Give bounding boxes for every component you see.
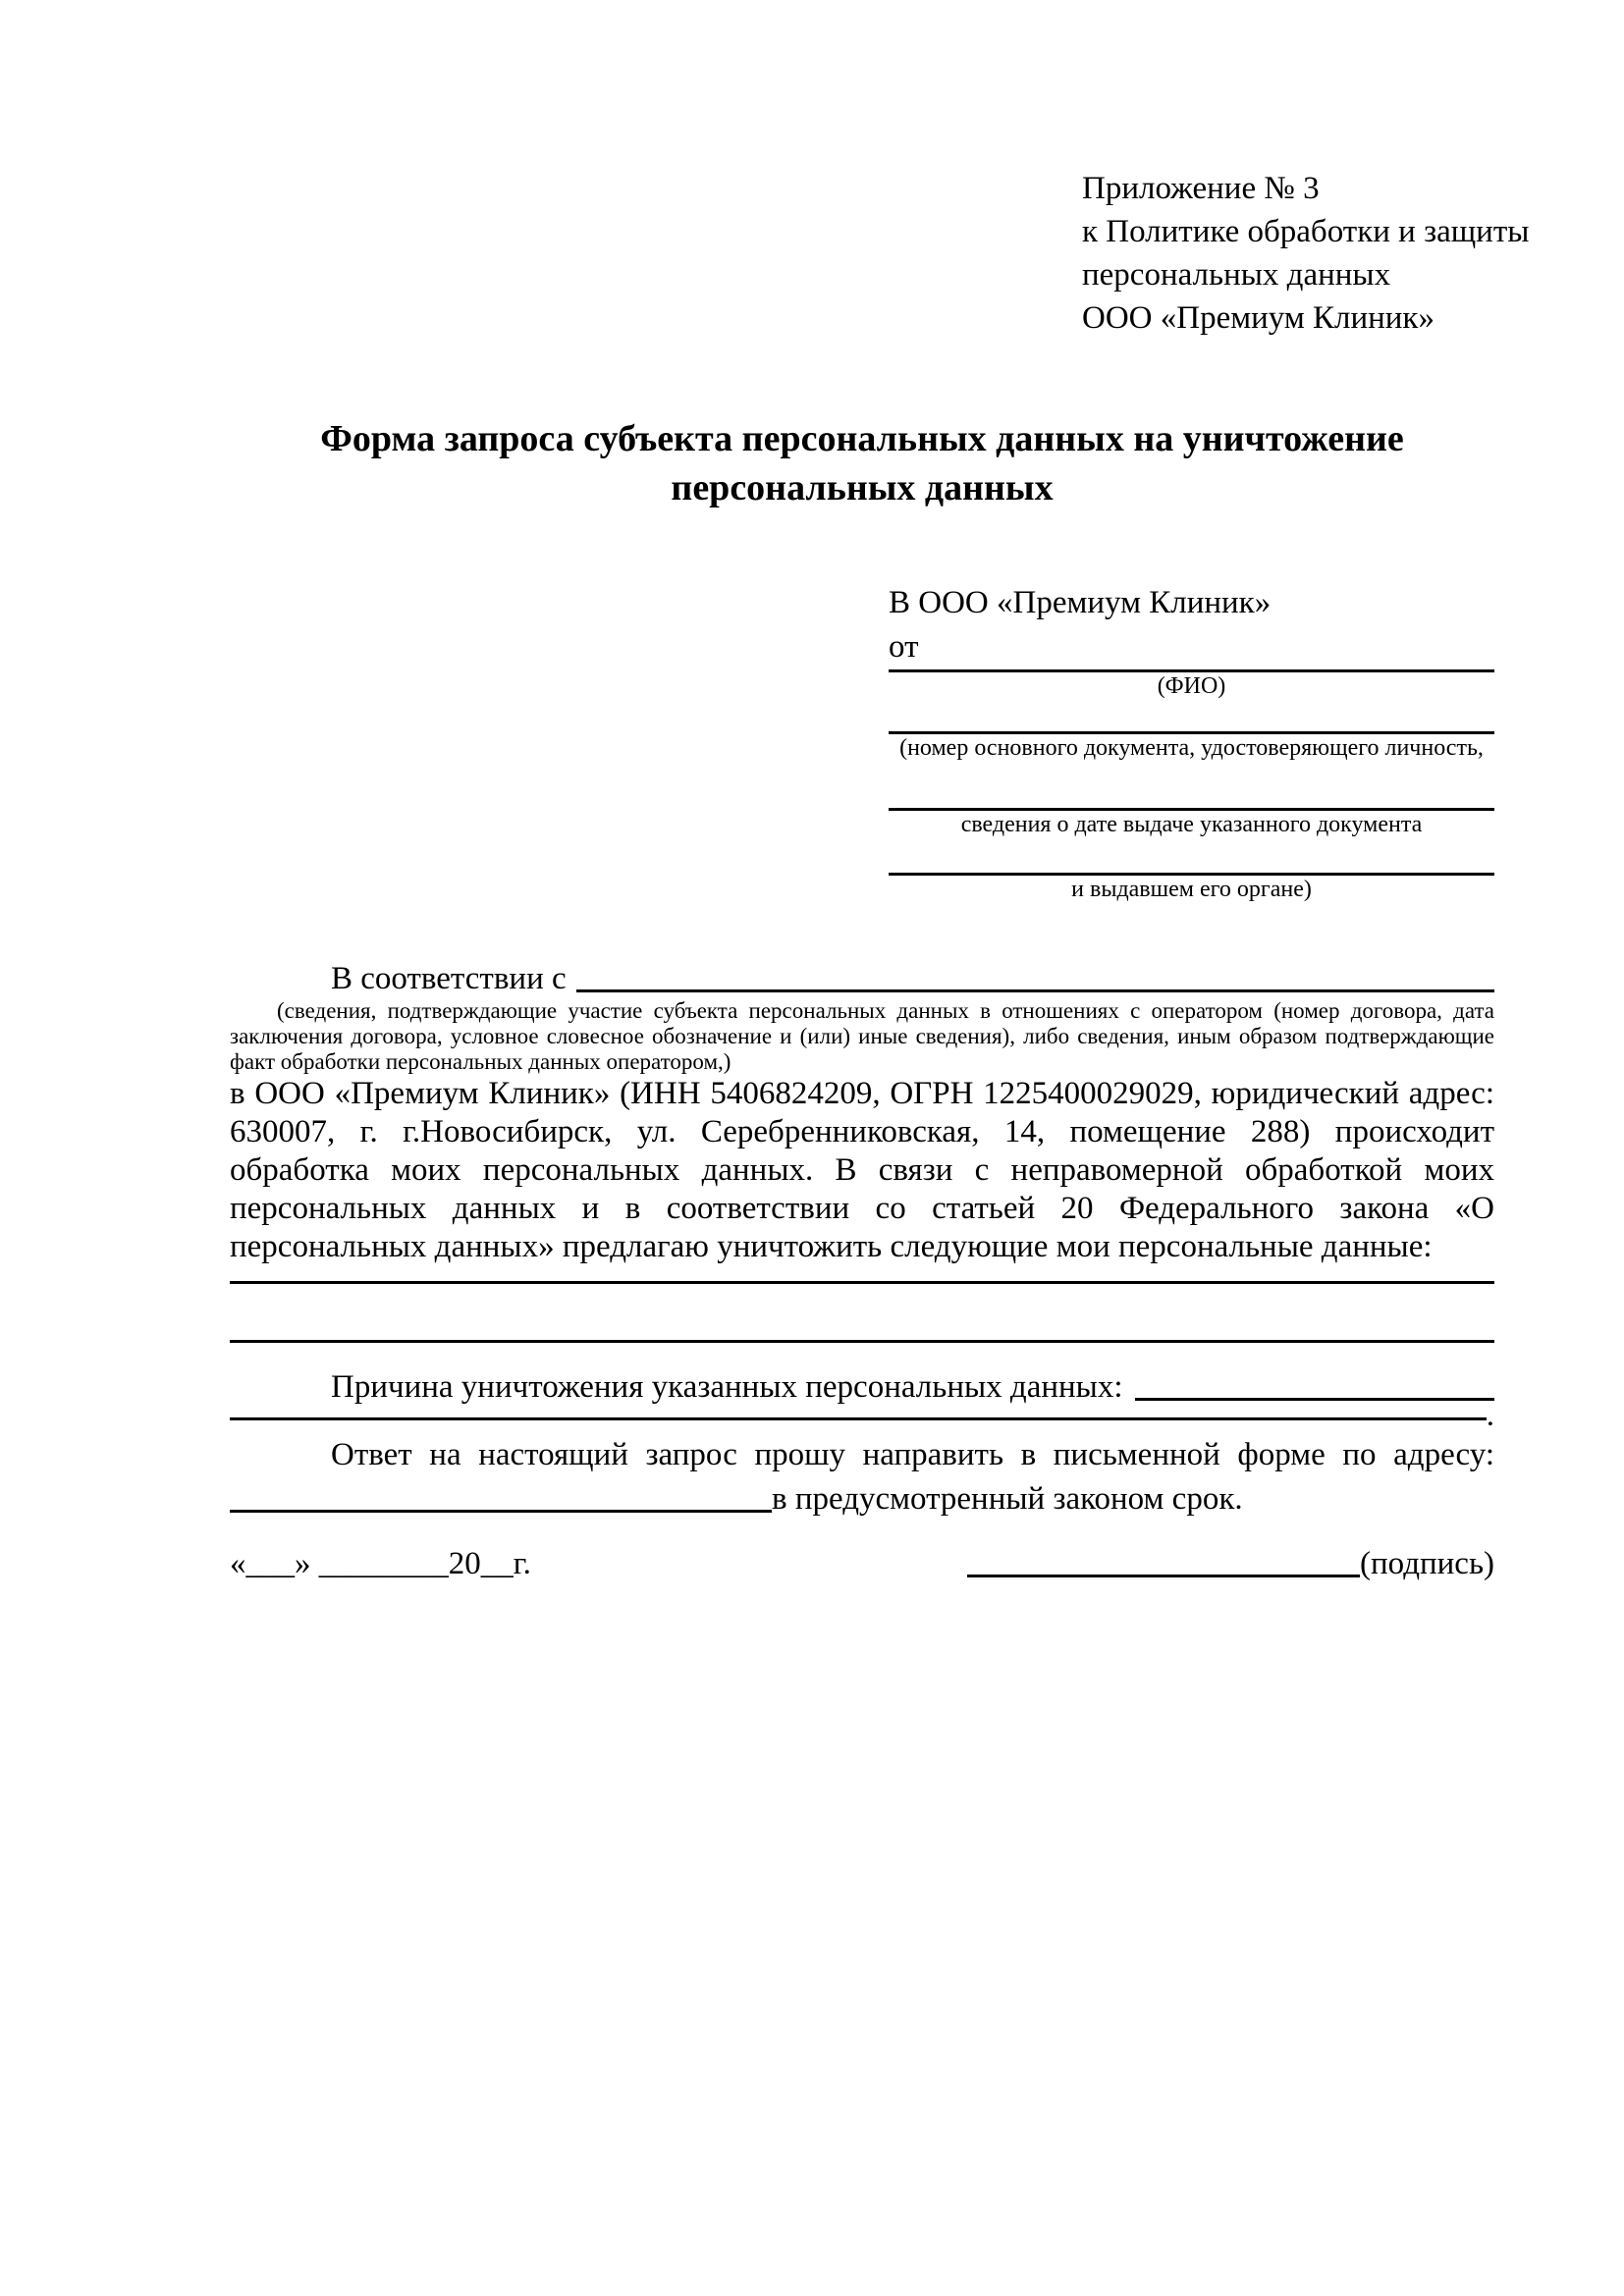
accordance-row xyxy=(230,959,1494,998)
appendix-note-line: персональных данных xyxy=(1082,257,1391,293)
accordance-footnote: (сведения, подтверждающие участие субъекта персональных данных в отношениях с оператором (номер договора, дата заключения договора, условное словесное обозначение и (или) иные сведения), либо сведения, иным образом подтверждающие факт обработки персональных данных оператором,) xyxy=(230,998,1494,1074)
main-paragraph: в ООО «Премиум Клиник» (ИНН 5406824209, ОГРН 1225400029029, юридический адрес: 630007, г. г.Новосибирск, ул. Серебренниковская, 14, помещение 288) происходит обработка моих персональных данных. В связи с неправомерной обработкой моих персональных данных и в соответствии со статьей 20 Федерального закона «О персональных данных» предлагаю уничтожить следующие мои персональные данные: xyxy=(230,1076,1494,1264)
date-template: «___» ________20__г. xyxy=(230,1546,531,1581)
document-content xyxy=(230,0,1530,1583)
answer-sentence: Ответ на настоящий запрос прошу направить в письменной форме по адресу: xyxy=(331,1437,1494,1472)
accordance-prefix: В соответствии с xyxy=(331,961,567,996)
issuing-authority-label: и выдавшем его органе) xyxy=(1071,877,1312,902)
appendix-note-line: ООО «Премиум Клиник» xyxy=(1082,300,1435,336)
reason-blank-line xyxy=(1135,1398,1494,1401)
appendix-note-line: к Политике обработки и защиты xyxy=(1082,214,1530,249)
answer-suffix: в предусмотренный законом срок. xyxy=(772,1481,1243,1517)
fio-label: (ФИО) xyxy=(1157,673,1226,699)
issue-date-label: сведения о дате выдаче указанного документа xyxy=(960,812,1423,837)
addressee-from-label: от xyxy=(889,629,919,665)
reason-prefix: Причина уничтожения указанных персональных данных: xyxy=(331,1369,1123,1405)
addressee-block xyxy=(889,581,1494,903)
document-number-label: (номер основного документа, удостоверяющего личность, xyxy=(899,735,1484,761)
date-signature-row xyxy=(230,1544,1494,1583)
addressee-to: В ООО «Премиум Клиник» xyxy=(889,585,1272,620)
data-list-blank-line xyxy=(230,1340,1494,1343)
reason-row xyxy=(230,1367,1494,1407)
appendix-note-line: Приложение № 3 xyxy=(1082,171,1320,206)
answer-address-row xyxy=(230,1479,1494,1519)
signature-cluster xyxy=(967,1544,1494,1583)
reason-continuation-blank-line xyxy=(230,1417,1487,1420)
reason-continuation-row xyxy=(230,1398,1494,1433)
accordance-blank-line xyxy=(576,989,1494,992)
document-title: Форма запроса субъекта персональных данных на уничтожение персональных данных xyxy=(320,418,1404,508)
data-list-blank-line xyxy=(230,1281,1494,1284)
line-terminator: . xyxy=(1486,1398,1494,1433)
appendix-note xyxy=(1082,167,1530,340)
address-blank-line xyxy=(230,1510,772,1513)
signature-blank-line xyxy=(967,1575,1360,1577)
signature-label: (подпись) xyxy=(1360,1546,1494,1581)
